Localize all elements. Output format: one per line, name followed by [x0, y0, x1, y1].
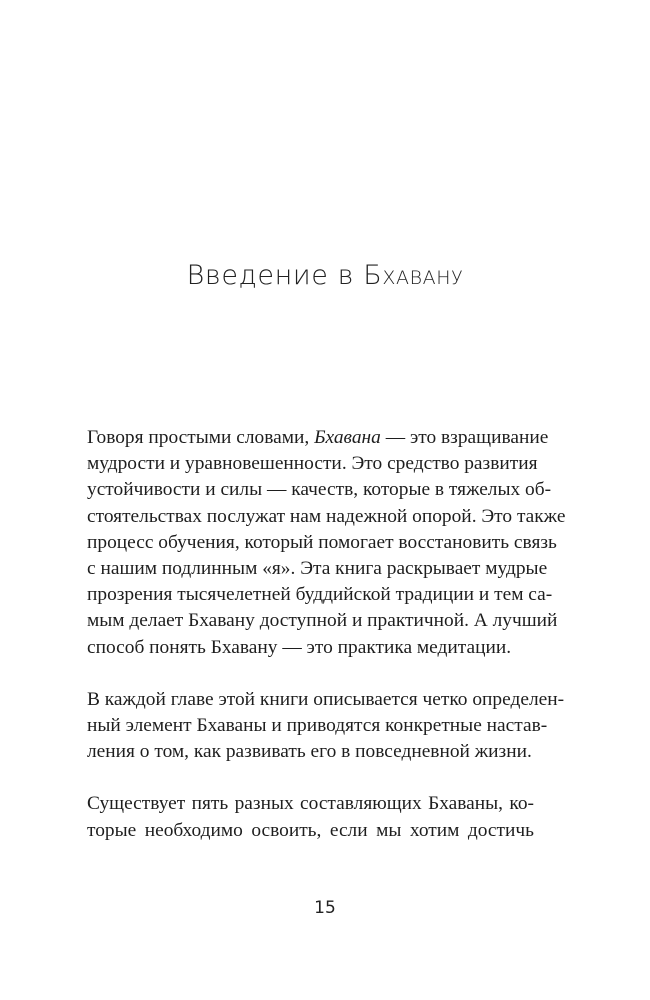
body-text — [87, 425, 566, 870]
text-run: Говоря простыми словами, — [87, 427, 315, 448]
text-line: мым делает Бхавану доступной и практичной. А лучший — [87, 610, 558, 632]
emphasis-term: Бхавана — [314, 427, 381, 448]
paragraph-3 — [87, 791, 534, 843]
text-line: устойчивости и силы — качеств, которые в тяжелых об- — [87, 479, 552, 501]
text-line: В каждой главе этой книги описывается четко определен- — [87, 688, 565, 710]
text-line: Существует пять разных составляющих Бхаваны, ко- — [87, 793, 534, 815]
chapter-title-name: Бхавану — [363, 260, 464, 291]
text-line: ления о том, как развивать его в повседневной жизни. — [87, 741, 532, 763]
text-line: прозрения тысячелетней буддийской традиции и тем са- — [87, 584, 553, 606]
text-line: процесс обучения, который помогает восстановить связь — [87, 531, 557, 553]
text-line — [87, 425, 549, 451]
text-line: торые необходимо освоить, если мы хотим достичь — [87, 819, 534, 841]
text-run: — это взращивание — [380, 427, 549, 448]
text-line: способ понять Бхавану — это практика медитации. — [87, 636, 512, 658]
text-line: стоятельствах послужат нам надежной опорой. Это также — [87, 505, 566, 527]
chapter-title — [0, 260, 650, 291]
paragraph-2 — [87, 687, 565, 766]
text-line: мудрости и уравновешенности. Это средство развития — [87, 453, 538, 475]
chapter-title-prefix: Введение в — [186, 260, 364, 291]
page-number: 15 — [314, 898, 336, 918]
text-line: с нашим подлинным «я». Эта книга раскрывает мудрые — [87, 558, 548, 580]
paragraph-1 — [87, 425, 566, 661]
text-line: ный элемент Бхаваны и приводятся конкретные настав- — [87, 715, 548, 737]
